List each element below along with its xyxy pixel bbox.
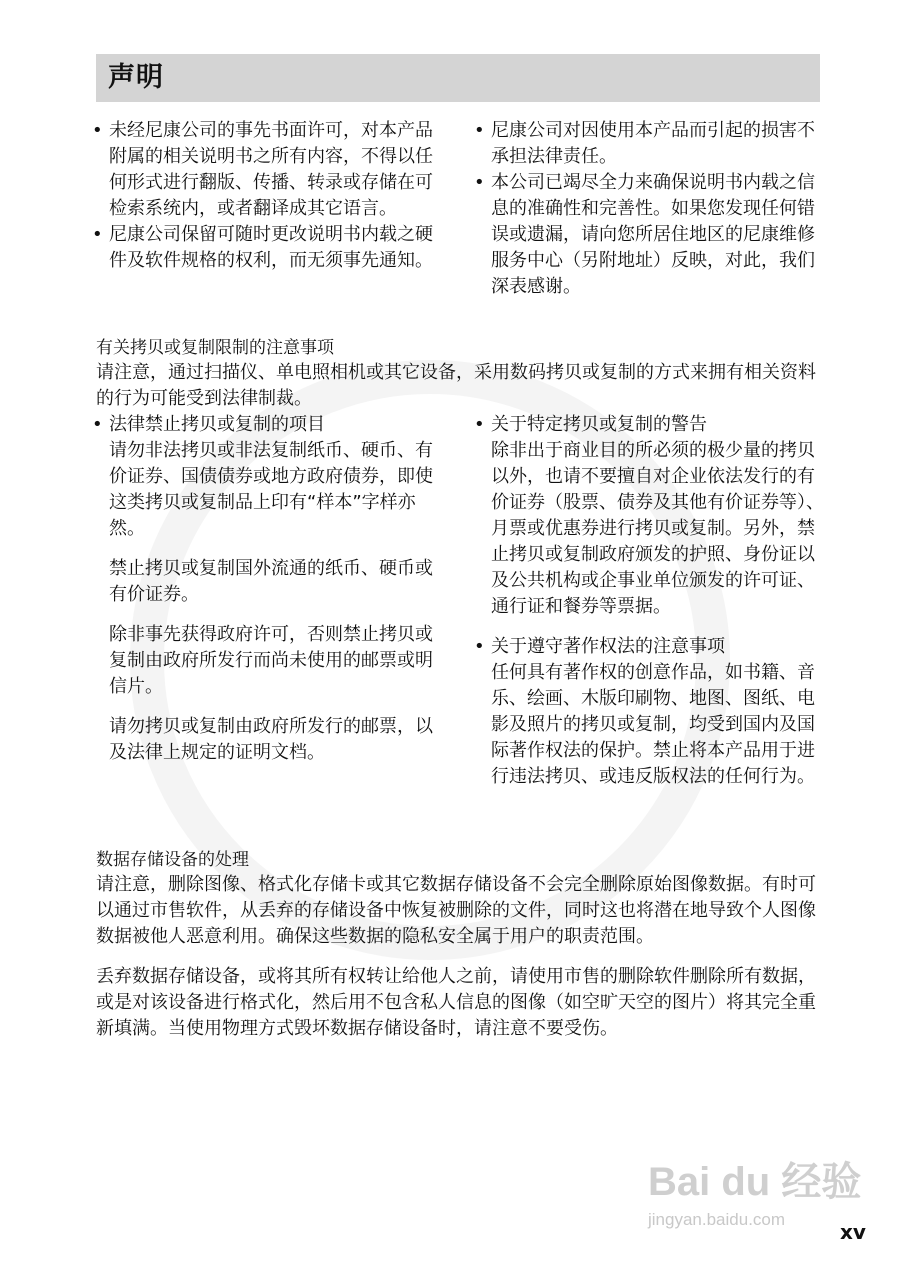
- storage-paragraph: 请注意，删除图像、格式化存储卡或其它数据存储设备不会完全删除原始图像数据。有时可以通过市售软件，从丢弃的存储设备中恢复被删除的文件，同时这也将潜在地导致个人图像数据被他人恶意利用。确保这些数据的隐私安全属于用户的职责范围。: [96, 874, 816, 947]
- page-number: xv: [840, 1220, 866, 1244]
- disclaimer-item: • 尼康公司保留可随时更改说明书内载之硬件及软件规格的权利，而无须事先通知。: [92, 222, 448, 274]
- copy-section-text: 请注意，通过扫描仪、单电照相机或其它设备，采用数码拷贝或复制的方式来拥有相关资料的行为可能受到法律制裁。: [96, 362, 816, 409]
- storage-section: [96, 848, 824, 1042]
- baidu-watermark-logo: Bai du 经验: [648, 1160, 862, 1204]
- copy-left-column: [92, 412, 448, 766]
- copy-section-intro: [96, 336, 824, 412]
- baidu-watermark-url: jingyan.baidu.com: [648, 1210, 786, 1229]
- disclaimer-item: • 未经尼康公司的事先书面许可，对本产品附属的相关说明书之所有内容，不得以任何形式进行翻版、传播、转录或存储在可检索系统内，或者翻译成其它语言。: [92, 118, 448, 222]
- storage-section-title: 数据存储设备的处理: [96, 850, 249, 870]
- storage-paragraph: 丢弃数据存储设备，或将其所有权转让给他人之前，请使用市售的删除软件删除所有数据，或是对该设备进行格式化，然后用不包含私人信息的图像（如空旷天空的图片）将其完全重新填满。当使用物理方式毁坏数据存储设备时，请注意不要受伤。: [96, 966, 816, 1039]
- disclaimer-item: • 尼康公司对因使用本产品而引起的损害不承担法律责任。: [474, 118, 824, 170]
- copyright-paragraph: 任何具有著作权的创意作品，如书籍、音乐、绘画、木版印刷物、地图、图纸、电影及照片的拷贝或复制，均受到国内及国际著作权法的保护。禁止将本产品用于进行违法拷贝、或违反版权法的任何行为。: [491, 662, 815, 787]
- prohibited-paragraph: 禁止拷贝或复制国外流通的纸币、硬币或有价证券。: [109, 558, 433, 605]
- disclaimer-left-column: [92, 118, 448, 274]
- disclaimer-item: • 本公司已竭尽全力来确保说明书内载之信息的准确性和完善性。如果您发现任何错误或遗漏，请向您所居住地区的尼康维修服务中心（另附地址）反映，对此，我们深表感谢。: [474, 170, 824, 300]
- prohibited-paragraph: 除非事先获得政府许可，否则禁止拷贝或复制由政府所发行而尚未使用的邮票或明信片。: [109, 624, 433, 697]
- page-title: 声明: [108, 62, 164, 93]
- copyright-heading: • 关于遵守著作权法的注意事项: [474, 634, 824, 660]
- copy-right-column: [474, 412, 824, 790]
- warning-paragraph: 除非出于商业目的所必须的极少量的拷贝以外，也请不要擅自对企业依法发行的有价证券（股票、债券及其他有价证券等）、月票或优惠券进行拷贝或复制。另外，禁止拷贝或复制政府颁发的护照、身份证以及公共机构或企事业单位颁发的许可证、通行证和餐券等票据。: [491, 440, 824, 617]
- prohibited-paragraph: 请勿拷贝或复制由政府所发行的邮票，以及法律上规定的证明文档。: [109, 716, 433, 763]
- prohibited-items-heading: • 法律禁止拷贝或复制的项目: [92, 412, 448, 438]
- copy-section-title: 有关拷贝或复制限制的注意事项: [96, 338, 334, 358]
- prohibited-paragraph: 请勿非法拷贝或非法复制纸币、硬币、有价证券、国债债券或地方政府债券，即使这类拷贝或复制品上印有“样本”字样亦然。: [109, 440, 433, 539]
- warning-heading: • 关于特定拷贝或复制的警告: [474, 412, 824, 438]
- disclaimer-right-column: [474, 118, 824, 300]
- section-header: [96, 54, 820, 102]
